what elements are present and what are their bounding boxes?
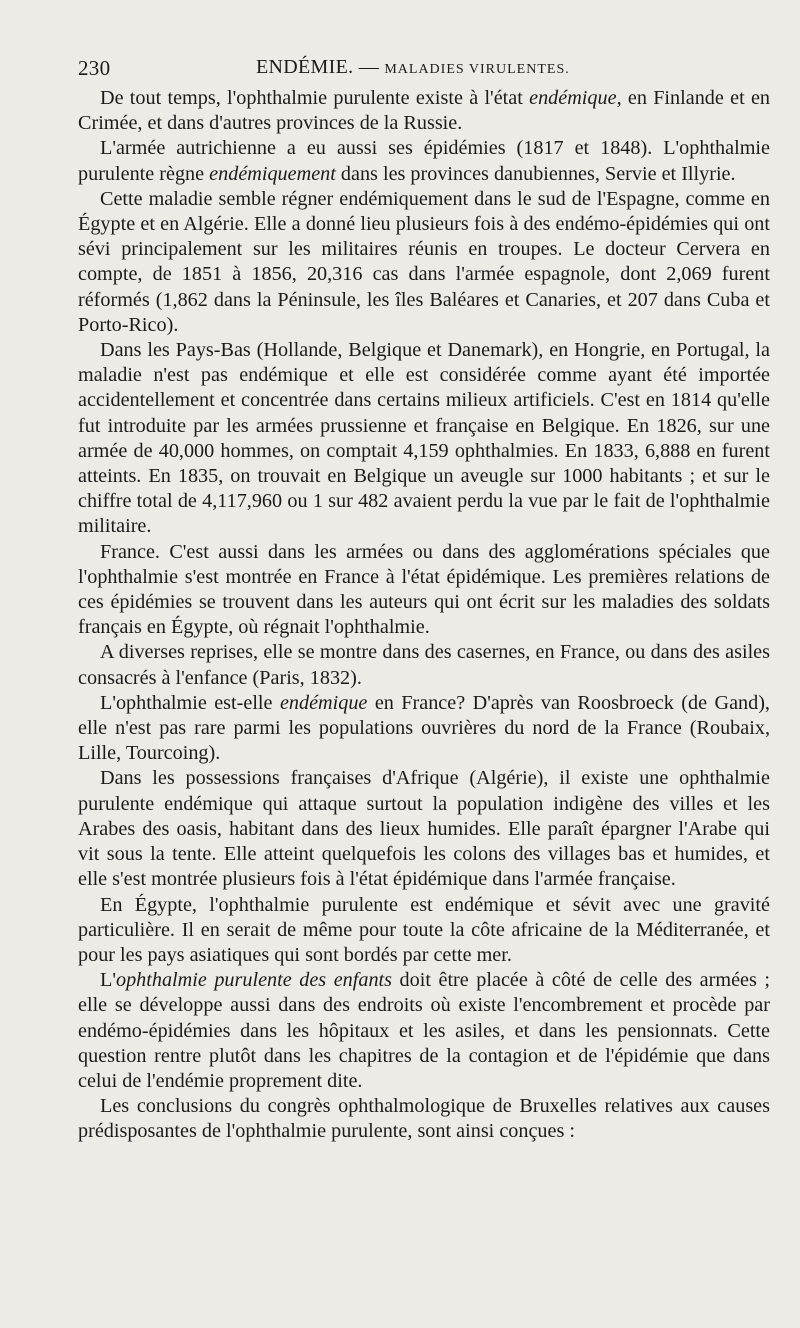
paragraph-10-emphasis: ophthalmie purulente des enfants	[115, 969, 393, 992]
paragraph-1-emphasis: endémique	[529, 87, 617, 109]
paragraph-2-text-end: dans les provinces danubiennes, Servie et Illyrie.	[335, 162, 736, 185]
header-subtitle: MALADIES VIRULENTES.	[384, 62, 570, 77]
paragraph-5-text: France. C'est aussi dans les armées ou dans des agglomérations spéciales que l'ophthalmie s'est montrée en France à l'état épidémique. Les premières relations de ces épidémies se trouvent dans les auteurs qui ont écrit sur les maladies des soldats français en Égypte, où régnait l'ophthalmie.	[78, 540, 770, 639]
paragraph-9	[78, 893, 770, 969]
paragraph-10-text: L'	[100, 969, 116, 992]
paragraph-3-text: Cette maladie semble régner endémiquement dans le sud de l'Espagne, comme en Égypte et en Algérie. Elle a donné lieu plusieurs fois à des endémo-épidémies qui ont sévi principalement sur les militaires réunis en troupes. Le docteur Cervera en compte, de 1851 à 1856, 20,316 cas dans l'armée espagnole, dont 2,069 furent réformés (1,862 dans la Péninsule, les îles Baléares et Canaries, et 207 dans Cuba et Porto-Rico).	[78, 187, 770, 336]
header-title	[256, 56, 570, 79]
paragraph-7-text: L'ophthalmie est-elle	[100, 691, 280, 714]
paragraph-8	[78, 766, 770, 892]
paragraph-2	[78, 136, 770, 186]
paragraph-2-emphasis: endémiquement	[209, 162, 336, 185]
paragraph-3	[78, 187, 770, 338]
paragraph-1-text: De tout temps, l'ophthalmie purulente existe à l'état	[100, 87, 530, 109]
body-text	[78, 86, 770, 1145]
paragraph-4-text: Dans les Pays-Bas (Hollande, Belgique et Danemark), en Hongrie, en Portugal, la maladie n'est pas endémique et elle est considérée comme ayant été importée accidentellement et concentrée dans certains milieux artificiels. C'est en 1814 qu'elle fut introduite par les armées prussienne et française en Belgique. En 1826, sur une armée de 40,000 hommes, on comptait 4,159 ophthalmies. En 1833, 6,888 en furent atteints. En 1835, on trouvait en Belgique un aveugle sur 1000 habitants ; et sur le chiffre total de 4,117,960 ou 1 sur 482 avaient perdu la vue par le fait de l'ophthalmie militaire.	[78, 339, 770, 538]
paragraph-4	[78, 338, 770, 540]
paragraph-6-text: A diverses reprises, elle se montre dans des casernes, en France, ou dans des asiles consacrés à l'enfance (Paris, 1832).	[78, 641, 770, 689]
page-number: 230	[78, 56, 111, 80]
paragraph-2-text: L'armée autrichienne a eu aussi ses épidémies (1817 et 1848). L'ophthalmie purulente règne	[78, 137, 770, 185]
header-chapter: ENDÉMIE.	[256, 56, 354, 78]
paragraph-11	[78, 1094, 770, 1144]
paragraph-8-text: Dans les possessions françaises d'Afrique (Algérie), il existe une ophthalmie purulente endémique qui attaque surtout la population indigène des villes et les Arabes des oasis, habitant dans des lieux humides. Elle paraît épargner l'Arabe qui vit sous la tente. Elle atteint quelquefois les colons des villages bas et humides, et elle s'est montrée plusieurs fois à l'état épidémique dans l'armée française.	[78, 767, 770, 891]
paragraph-7-text-end: en France? D'après van Roosbroeck (de Gand), elle n'est pas rare parmi les populations ouvrières du nord de la France (Roubaix, Lille, Tourcoing).	[78, 691, 770, 765]
paragraph-10-text-end: doit être placée à côté de celle des armées ; elle se développe aussi dans des endroits où existe l'encombrement et procède par endémo-épidémies dans les hôpitaux et les asiles, et dans les pensionnats. Cette question rentre plutôt dans les chapitres de la contagion et de l'épidémie que dans celui de l'endémie proprement dite.	[78, 969, 770, 1092]
paragraph-7	[78, 691, 770, 767]
header-separator: —	[358, 56, 380, 78]
paragraph-6	[78, 640, 770, 690]
paragraph-5	[78, 540, 770, 641]
paragraph-10	[78, 968, 770, 1094]
paragraph-9-text: En Égypte, l'ophthalmie purulente est endémique et sévit avec une gravité particulière. Il en serait de même pour toute la côte africaine de la Méditerranée, et pour les pays asiatiques qui sont bordés par cette mer.	[78, 893, 770, 966]
paragraph-1	[78, 86, 770, 136]
paragraph-7-emphasis: endémique	[279, 691, 368, 714]
paragraph-1-text-end: , en Finlande et en Crimée, et dans d'autres provinces de la Russie.	[78, 87, 771, 135]
paragraph-11-text: Les conclusions du congrès ophthalmologique de Bruxelles relatives aux causes prédisposantes de l'ophthalmie purulente, sont ainsi conçues :	[78, 1095, 770, 1143]
running-head	[78, 56, 770, 86]
